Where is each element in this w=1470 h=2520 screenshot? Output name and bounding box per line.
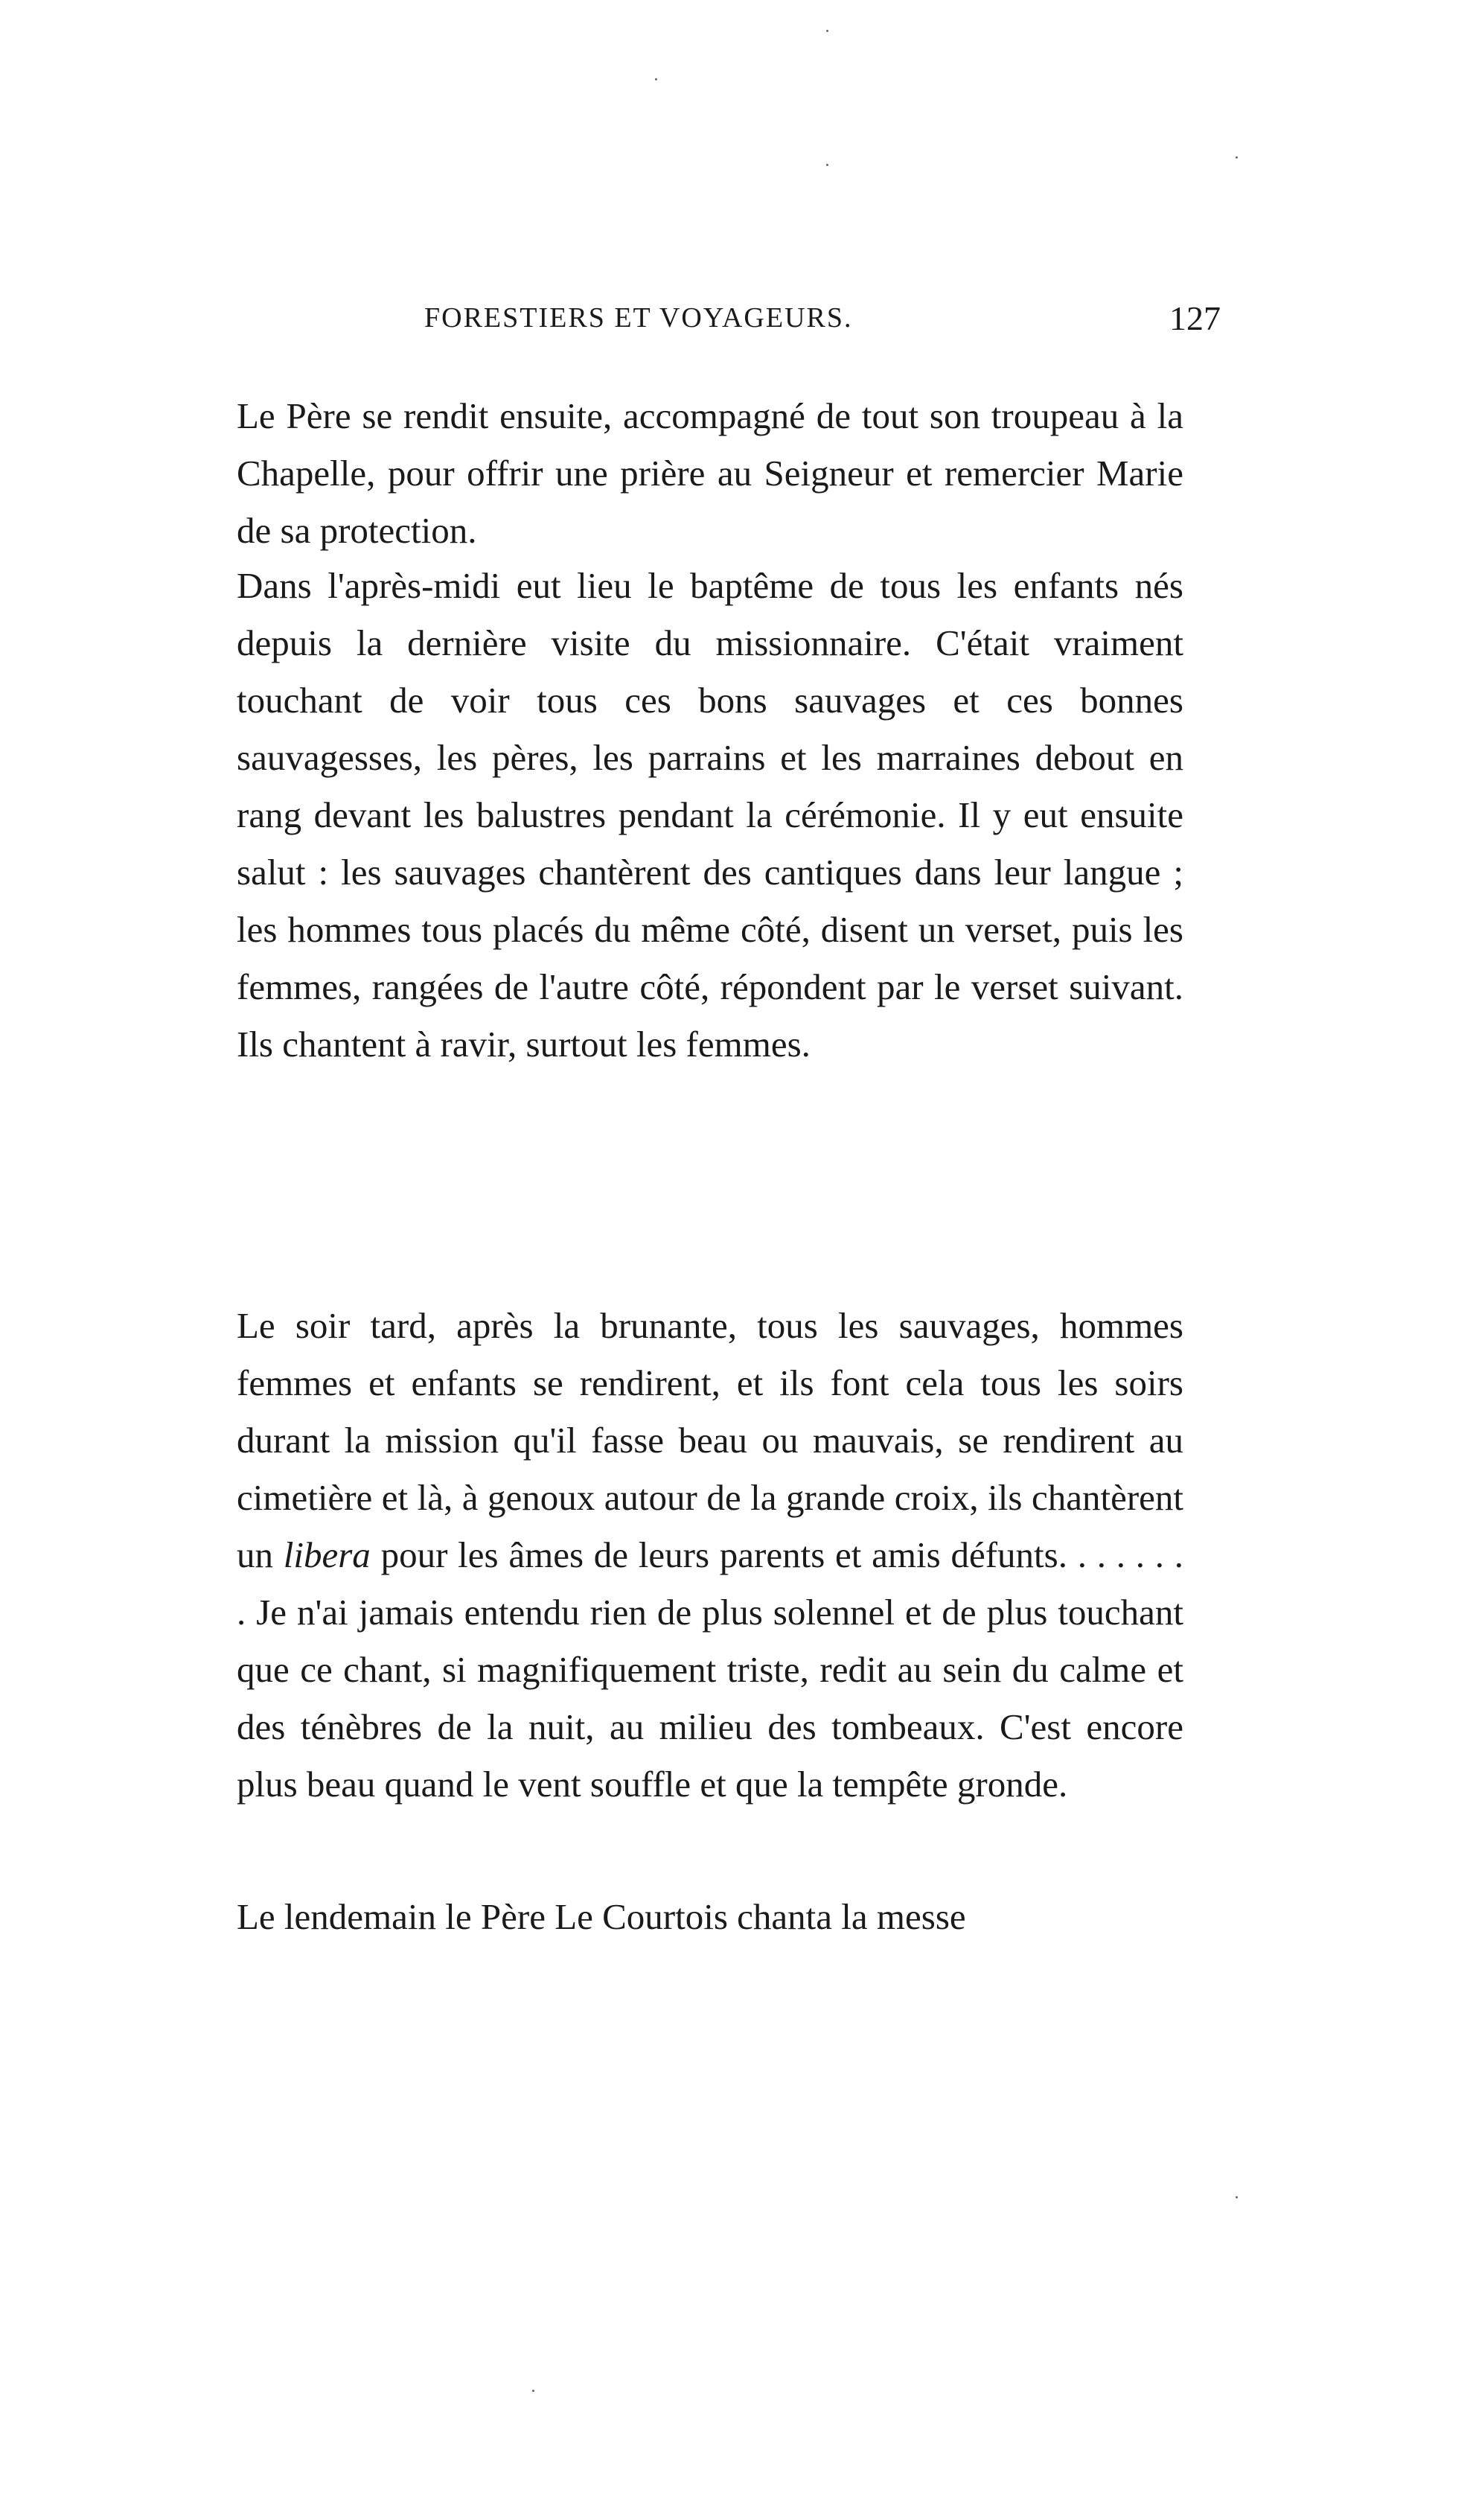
paragraph-text: pour les âmes de leurs parents et amis défunts. . . . . . . . Je n'ai jamais entendu rien de plus solennel et de plus touchant que ce chant, si magnifiquement triste, redit au sein du calme et des ténèbres de la nuit, au milieu des tombeaux. C'est encore plus beau quand le vent souffle et que la tempête gronde. bbox=[237, 1534, 1184, 1805]
italic-word: libera bbox=[283, 1534, 371, 1575]
ink-speck bbox=[1236, 2196, 1238, 2198]
paragraph bbox=[237, 1297, 1183, 1813]
running-head: FORESTIERS ET VOYAGEURS. bbox=[424, 302, 853, 334]
paragraph: Dans l'après-midi eut lieu le baptême de tous les enfants nés depuis la dernière visite du missionnaire. C'était vraiment touchant de voir tous ces bons sauvages et ces bonnes sauvagesses, les pères, les parrains et les marraines debout en rang devant les balustres pendant la cérémonie. Il y eut ensuite salut : les sauvages chantèrent des cantiques dans leur langue ; les hommes tous placés du même côté, disent un verset, puis les femmes, rangées de l'autre côté, répondent par le verset suivant. Ils chantent à ravir, surtout les femmes. bbox=[237, 565, 1183, 1065]
ink-speck bbox=[655, 78, 657, 80]
page-header bbox=[238, 299, 1221, 354]
ink-speck bbox=[826, 164, 828, 166]
paragraph: Le lendemain le Père Le Courtois chanta la messe bbox=[237, 1896, 966, 1937]
ink-speck bbox=[532, 2390, 534, 2392]
paragraph: Le Père se rendit ensuite, accompagné de tout son troupeau à la Chapelle, pour offrir une prière au Seigneur et remercier Marie de sa protection. bbox=[237, 395, 1183, 551]
ink-speck bbox=[826, 30, 828, 32]
page-number: 127 bbox=[1169, 299, 1221, 337]
paragraph-text: Le soir tard, après la brunante, tous les sauvages, hommes femmes et enfants se rendirent, et ils font cela tous les soirs durant la mission qu'il fasse beau ou mauvais, se rendirent au cimetière et là, à genoux autour de la grande croix, ils chantèrent un bbox=[237, 1305, 1183, 1575]
ink-speck bbox=[1236, 156, 1238, 159]
